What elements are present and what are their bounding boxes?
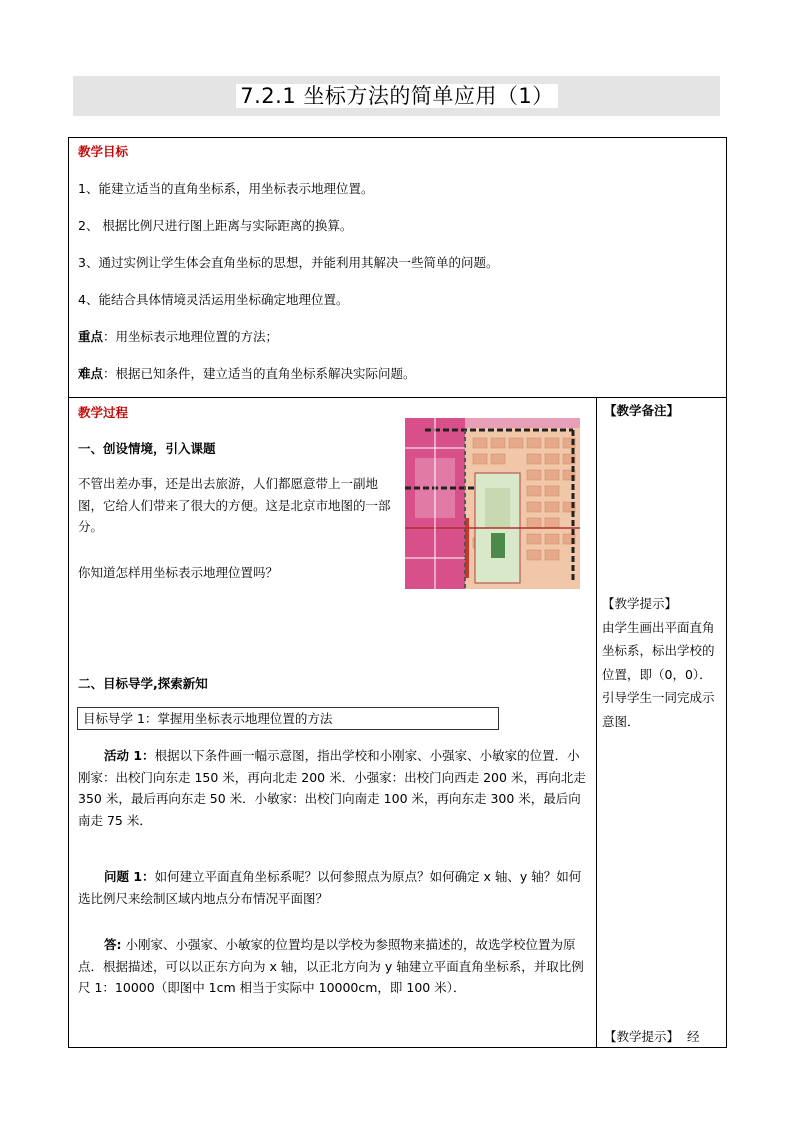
difficulty-point: 难点：根据已知条件，建立适当的直角坐标系解决实际问题。 — [78, 366, 416, 381]
page-title: 7.2.1 坐标方法的简单应用（1） — [0, 76, 794, 116]
objective-item: 1、能建立适当的直角坐标系，用坐标表示地理位置。 — [78, 181, 374, 196]
notes-heading: 【教学备注】 — [604, 403, 680, 418]
objective-item: 3、通过实例让学生体会直角坐标的思想，并能利用其解决一些简单的问题。 — [78, 255, 499, 270]
teaching-tip-1 — [602, 592, 720, 733]
question-paragraph: 问题 1：如何建立平面直角坐标系呢？以何参照点为原点？如何确定 x 轴、y 轴？如何选比例尺来绘制区域内地点分布情况平面图？ — [78, 869, 582, 906]
objectives-heading: 教学目标 — [78, 144, 129, 159]
section-heading-2: 二、目标导学,探索新知 — [78, 676, 208, 691]
objective-item: 4、能结合具体情境灵活运用坐标确定地理位置。 — [78, 292, 349, 307]
objective-item: 2、 根据比例尺进行图上距离与实际距离的换算。 — [78, 218, 353, 233]
process-heading: 教学过程 — [78, 405, 129, 420]
intro-question: 你知道怎样用坐标表示地理位置吗？ — [78, 565, 279, 580]
column-divider — [596, 397, 597, 1048]
beijing-map-image — [405, 418, 580, 589]
answer-paragraph: 答: 小刚家、小强家、小敏家的位置均是以学校为参照物来描述的，故选学校位置为原点．根据描述，可以以正东方向为 x 轴，以正北方向为 y 轴建立平面直角坐标系，并取比例尺 1：10000（即图中 1cm 相当于实际中 10000cm，即 100 米）． — [78, 937, 584, 995]
key-point: 重点：用坐标表示地理位置的方法； — [78, 329, 279, 344]
intro-paragraph: 不管出差办事，还是出去旅游，人们都愿意带上一副地图，它给人们带来了很大的方便。这是北京市地图的一部分。 — [78, 476, 391, 534]
tip-text: 由学生画出平面直角坐标系，标出学校的位置，即（0，0）．引导学生一同完成示意图． — [602, 619, 715, 729]
section-heading-1: 一、创设情境，引入课题 — [78, 441, 216, 456]
teaching-tip-2: 【教学提示】 经 — [604, 1029, 700, 1044]
activity-paragraph: 活动 1：根据以下条件画一幅示意图，指出学校和小刚家、小强家、小敏家的位置．小刚家：出校门向东走 150 米，再向北走 200 米．小强家：出校门向西走 200 米，再向北走 350 米，最后再向东走 50 米．小敏家：出校门向南走 100 米，再向东走 300 米，最后向南走 75 米． — [78, 748, 586, 828]
tip-label: 【教学提示】 — [602, 596, 678, 611]
goal-box: 目标导学 1：掌握用坐标表示地理位置的方法 — [77, 707, 499, 730]
